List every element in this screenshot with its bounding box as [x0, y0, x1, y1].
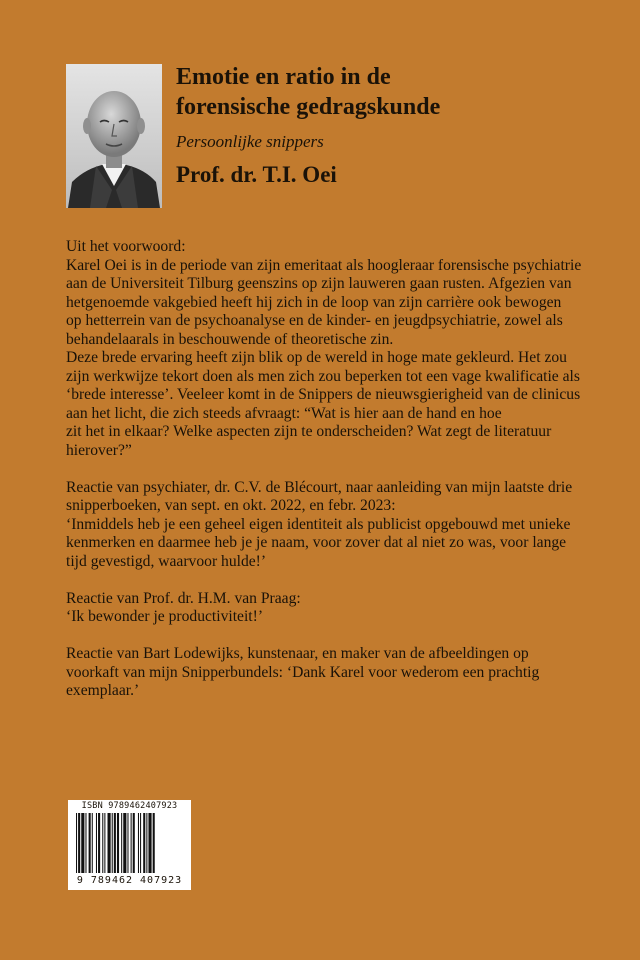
- book-subtitle: Persoonlijke snippers: [176, 132, 324, 151]
- barcode-bars: [74, 813, 185, 875]
- text-line: zit het in elkaar? Welke aspecten zijn te onderscheiden? Wat zegt de literatuur: [66, 423, 552, 440]
- title-line-1: Emotie en ratio in de: [176, 64, 391, 90]
- barcode-digits: 9 789462 407923: [76, 875, 183, 886]
- text-line: snipperboeken, van sept. en okt. 2022, en febr. 2023:: [66, 497, 396, 514]
- text-line: hetgenoemde vakgebied heeft hij zich in de loop van zijn carrière ook bewogen: [66, 293, 562, 311]
- text-line: zijn werkwijze tekort doen als men zich zou beperken tot een vage kwalificatie als: [66, 367, 580, 385]
- text-line: Reactie van Bart Lodewijks, kunstenaar, en maker van de afbeeldingen op: [66, 645, 529, 662]
- paragraph-reaction-blecourt: [66, 479, 626, 572]
- isbn-label: ISBN 9789462407923: [81, 801, 178, 811]
- paragraph-foreword: [66, 238, 626, 460]
- text-line: behandelaarals in beschouwende of theoretische zin.: [66, 330, 394, 348]
- text-line: voorkaft van mijn Snipperbundels: ‘Dank Karel voor wederom een prachtig: [66, 663, 540, 681]
- text-line: op hetterrein van de psychoanalyse en de kinder- en jeugdpsychiatrie, zowel als: [66, 312, 563, 329]
- isbn-barcode: [68, 800, 191, 890]
- text-line: ‘Inmiddels heb je een geheel eigen identiteit als publicist opgebouwd met unieke: [66, 515, 571, 533]
- text-line: tijd gevestigd, waarvoor hulde!’: [66, 552, 267, 570]
- title-line-2: forensische gedragskunde: [176, 94, 441, 120]
- text-line: Uit het voorwoord:: [66, 238, 186, 255]
- text-line: hierover?”: [66, 441, 132, 459]
- text-line: Karel Oei is in de periode van zijn emeritaat als hoogleraar forensische psychiatrie: [66, 256, 582, 274]
- back-cover-text: [66, 238, 626, 701]
- text-line: Reactie van Prof. dr. H.M. van Praag:: [66, 589, 301, 607]
- text-line: aan de Universiteit Tilburg geenszins op zijn lauweren gaan rusten. Afgezien van: [66, 275, 572, 292]
- book-author: Prof. dr. T.I. Oei: [176, 162, 337, 187]
- book-title: [176, 62, 616, 122]
- text-line: Reactie van psychiater, dr. C.V. de Blécourt, naar aanleiding van mijn laatste drie: [66, 478, 573, 496]
- paragraph-reaction-lodewijks: [66, 645, 626, 701]
- paragraph-reaction-van-praag: [66, 590, 626, 627]
- author-photo: [66, 64, 162, 208]
- text-line: ‘Ik bewonder je productiviteit!’: [66, 608, 264, 625]
- text-line: kenmerken en daarmee heb je je naam, voor zover dat al niet zo was, voor lange: [66, 534, 567, 551]
- text-line: exemplaar.’: [66, 682, 140, 699]
- text-line: Deze brede ervaring heeft zijn blik op de wereld in hoge mate gekleurd. Het zou: [66, 349, 567, 366]
- text-line: aan het licht, die zich steeds afvraagt: “Wat is hier aan de hand en hoe: [66, 404, 502, 422]
- text-line: ‘brede interesse’. Veeleer komt in de Snippers de nieuwsgierigheid van de clinicus: [66, 386, 581, 403]
